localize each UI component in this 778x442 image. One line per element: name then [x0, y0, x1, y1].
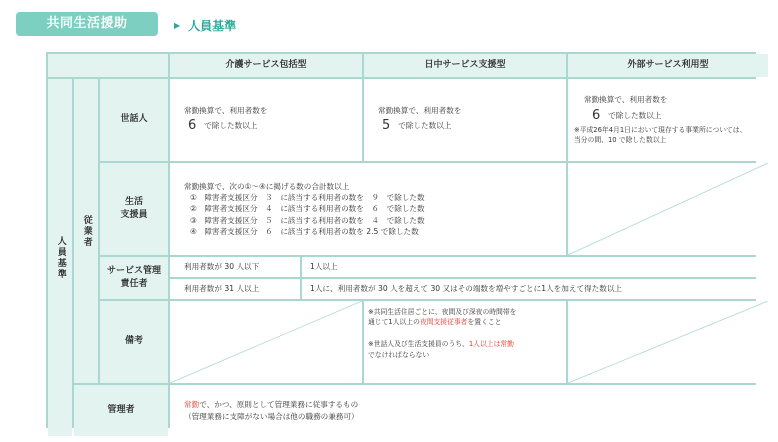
cell-sewanin-kaigo	[170, 79, 362, 161]
note-line: ※共同生活住居ごとに、夜間及び深夜の時間帯を	[368, 308, 517, 316]
cell-sewanin-nicchu	[364, 79, 566, 161]
header-corner-cell	[48, 54, 168, 77]
cell-biko-nicchu	[364, 301, 566, 383]
text-fragment: 通じて1人以上の	[368, 318, 420, 327]
diagonal-line	[568, 301, 768, 383]
service-cond-2: 利用者数が 31 人以上	[170, 279, 300, 299]
note-line	[368, 339, 562, 349]
label-line: 責任者	[120, 279, 148, 289]
diagonal-line	[568, 163, 768, 255]
group-label-cell	[48, 79, 72, 436]
label-line: 支援員	[120, 210, 148, 220]
highlight-text: 常勤	[184, 400, 200, 410]
text-line	[184, 116, 348, 136]
text-line	[184, 399, 754, 410]
col-header-gaibu: 外部サービス利用型	[568, 54, 768, 77]
sub-group-label: 従業者	[81, 214, 92, 248]
note-line: 当分の間、10 で除した数以上	[574, 136, 667, 145]
text-fragment: で、かつ、原則として管理業務に従事するもの	[199, 400, 359, 410]
cell-biko-gaibu-na	[568, 301, 768, 383]
text-line: 常勤換算で、次の①～④に掲げる数の合計数以上	[184, 181, 350, 191]
service-val-1: 1人以上	[302, 257, 768, 277]
text-fragment: を置くこと	[467, 318, 502, 327]
triangle-right-icon: ▶	[174, 20, 181, 30]
diagonal-line	[170, 301, 362, 383]
note-line: ※平成26年4月1日において現存する事業所については、	[574, 126, 747, 135]
label-line: サービス管理	[106, 265, 161, 276]
highlight-text: 1人以上は常勤	[468, 340, 514, 349]
text-line: 常勤換算で、利用者数を	[184, 105, 268, 115]
text-fragment: ※世話人及び生活支援員のうち、	[368, 340, 469, 349]
list-item: ① 障害者支援区分 ３ に該当する利用者の数を ９ で除した数	[190, 192, 425, 202]
group-label: 人員基準	[55, 235, 66, 280]
text-line: 常勤換算で、利用者数を	[584, 95, 668, 105]
text-line	[378, 116, 552, 136]
sub-group-label-cell	[74, 79, 98, 383]
cell-biko-kaigo-na	[170, 301, 362, 383]
col-header-nicchu: 日中サービス支援型	[364, 54, 566, 77]
service-row-1	[170, 257, 768, 277]
row-label-seikatsu	[100, 163, 168, 255]
row-label-kanrisha: 管理者	[74, 385, 168, 436]
label-line: 生活	[124, 196, 143, 207]
staffing-standards-table	[46, 52, 756, 428]
list-item: ④ 障害者支援区分 ６ に該当する利用者の数を 2.5 で除した数	[190, 227, 419, 237]
category-badge: 共同生活援助	[16, 12, 158, 36]
cell-kanrisha-content	[170, 385, 768, 436]
list-item: ③ 障害者支援区分 ５ に該当する利用者の数を ４ で除した数	[190, 215, 425, 225]
col-header-kaigo: 介護サービス包括型	[170, 54, 362, 77]
text-line: （管理業務に支障がない場合は他の職務の兼務可）	[184, 411, 359, 421]
note-line: でなければならない	[368, 350, 430, 359]
cell-seikatsu-content	[170, 163, 566, 255]
text-fragment: で除した数以上	[608, 110, 662, 120]
row-label-biko: 備考	[100, 301, 168, 383]
row-label-service	[100, 257, 168, 299]
divisor-number: 6	[592, 107, 601, 123]
text-fragment: で除した数以上	[204, 120, 258, 130]
cell-sewanin-gaibu	[568, 79, 768, 161]
service-row-2	[170, 279, 768, 299]
text-line	[574, 106, 762, 126]
cell-seikatsu-gaibu-na	[568, 163, 768, 255]
service-cond-1: 利用者数が 30 人以下	[170, 257, 300, 277]
row-label-sewanin: 世話人	[100, 79, 168, 161]
section-title: 人員基準	[188, 18, 237, 33]
service-val-2: 1人に、利用者数が 30 人を超えて 30 又はその端数を増やすごとに1人を加えて得た数以上	[302, 279, 768, 299]
list-item: ② 障害者支援区分 ４ に該当する利用者の数を ６ で除した数	[190, 204, 425, 214]
section-heading	[174, 15, 236, 35]
text-fragment: で除した数以上	[398, 120, 452, 130]
text-line: 常勤換算で、利用者数を	[378, 105, 462, 115]
divisor-number: 6	[188, 117, 197, 133]
note-line	[368, 317, 562, 327]
divisor-number: 5	[382, 117, 391, 133]
highlight-text: 夜間支援従事者	[419, 318, 468, 327]
